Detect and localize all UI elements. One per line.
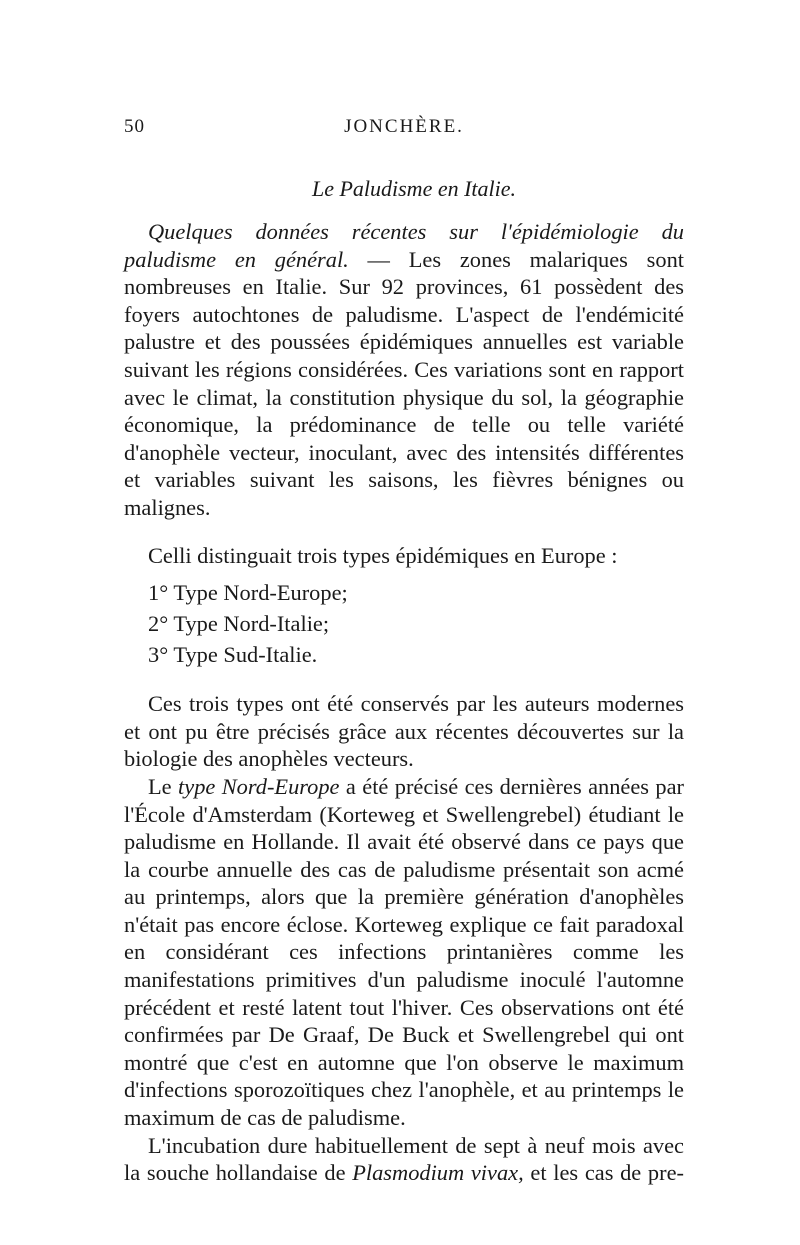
paragraph-1-lead: Quelques données récentes sur l'épidémiologie du paludisme en général. bbox=[124, 219, 684, 272]
paragraph-5-text: L'incubation dure habituellement de sept à neuf mois avec la souche hollandaise de bbox=[124, 1132, 684, 1186]
paragraph-5-italic: Plasmodium vivax, bbox=[352, 1160, 524, 1186]
section-title: Le Paludisme en Italie. bbox=[311, 176, 517, 201]
running-title: JONCHÈRE. bbox=[344, 116, 464, 137]
paragraph-4 bbox=[124, 773, 684, 1132]
type-item: 2° Type Nord-Italie; bbox=[148, 611, 330, 637]
type-item: 1° Type Nord-Europe; bbox=[148, 580, 348, 606]
spacer bbox=[124, 670, 684, 690]
paragraph-3: Ces trois types ont été conservés par les auteurs modernes et ont pu être précisés grâce aux récentes découvertes sur la biologie des anophèles vecteurs. bbox=[124, 691, 684, 772]
spacer bbox=[124, 522, 684, 542]
type-item: 3° Type Sud-Italie. bbox=[148, 642, 318, 668]
page-header bbox=[124, 112, 684, 142]
paragraph-4-italic: type Nord-Europe bbox=[178, 773, 340, 799]
paragraph-5 bbox=[124, 1132, 684, 1187]
page bbox=[124, 112, 684, 1187]
paragraph-4-prefix: Le bbox=[148, 773, 179, 799]
paragraph-1 bbox=[124, 218, 684, 522]
paragraph-5-suffix: et les cas de pre- bbox=[523, 1160, 684, 1186]
page-number: 50 bbox=[124, 116, 145, 137]
paragraph-1-text: — Les zones malariques sont nombreuses en Italie. Sur 92 provinces, 61 possèdent des foyers autochtones de paludisme. L'aspect de l'endémicité palustre et des poussées épidémiques annuelles est variable suivant les régions considérées. Ces variations sont en rapport avec le climat, la constitution physique du sol, la géographie économique, la prédominance de telle ou telle variété d'anophèle vecteur, inoculant, avec des intensités différentes et variables suivant les saisons, les fièvres bénignes ou malignes. bbox=[124, 246, 684, 520]
types-list bbox=[124, 577, 684, 670]
paragraph-4-text: a été précisé ces dernières années par l'École d'Amsterdam (Korteweg et Swellengrebel) étudiant le paludisme en Hollande. Il avait été observé dans ce pays que la courbe annuelle des cas de paludisme présentait son acmé au printemps, alors que la première génération d'anophèles n'était pas encore éclose. Korteweg explique ce fait paradoxal en considérant ces infections printanières comme les manifestations primitives d'un paludisme inoculé l'automne précédent et resté latent tout l'hiver. Ces observations ont été confirmées par De Graaf, De Buck et Swellengrebel qui ont montré que c'est en automne que l'on observe le maximum d'infections sporozoïtiques chez l'anophèle, et au printemps le maximum de cas de paludisme. bbox=[124, 773, 684, 1131]
paragraph-2: Celli distinguait trois types épidémiques en Europe : bbox=[148, 542, 618, 568]
